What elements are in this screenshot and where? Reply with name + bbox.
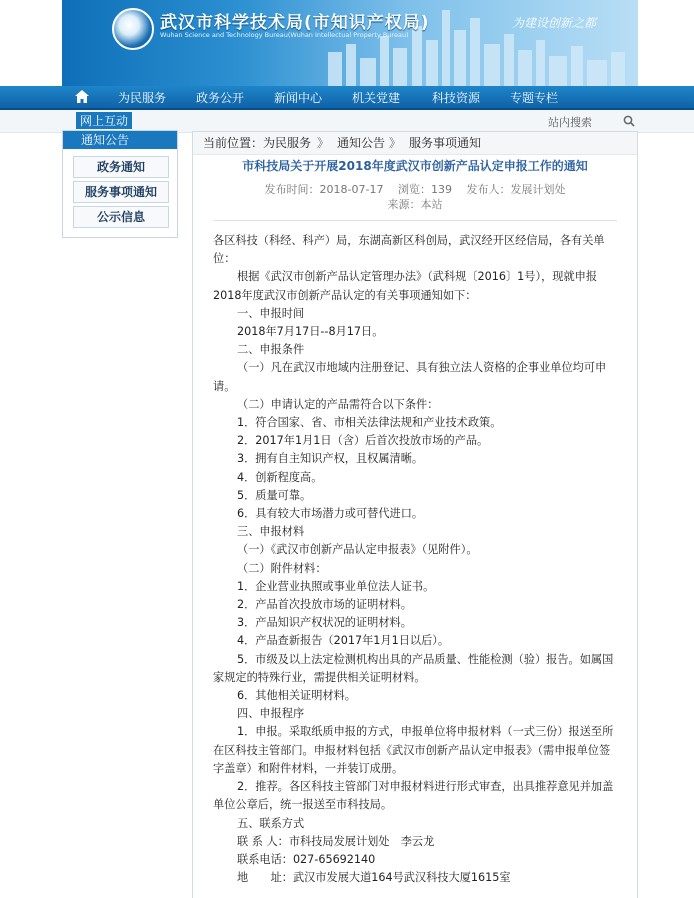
article-paragraph: 1．企业营业执照或事业单位法人证书。 — [237, 579, 435, 593]
sidebar-heading: 通知公告 — [63, 131, 177, 149]
breadcrumb-prefix: 当前位置： — [203, 136, 264, 150]
article-paragraph: 3．拥有自主知识产权，且权属清晰。 — [237, 452, 424, 466]
article-paragraph: 2．产品首次投放市场的证明材料。 — [237, 598, 412, 612]
article-paragraph: 6．具有较大市场潜力或可替代进口。 — [237, 507, 424, 521]
article-paragraph: 一、申报时间 — [237, 306, 305, 320]
article-paragraph: 4．创新程度高。 — [237, 470, 323, 484]
article-paragraph: 联 系 人：市科技局发展计划处 李云龙 — [237, 834, 435, 848]
article-paragraph: 1．符合国家、省、市相关法律法规和产业技术政策。 — [237, 416, 502, 430]
breadcrumb-item-service-notices[interactable]: 服务事项通知 — [409, 136, 482, 150]
main-nav — [0, 86, 694, 110]
breadcrumb-item-notices[interactable]: 通知公告 — [337, 136, 386, 150]
article-paragraph: 2．2017年1月1日（含）后首次投放市场的产品。 — [237, 434, 489, 448]
article-paragraph: 2018年7月17日--8月17日。 — [237, 325, 384, 339]
header-banner — [62, 0, 638, 86]
article-paragraph: 二、申报条件 — [237, 343, 305, 357]
article-paragraph: 三、申报材料 — [237, 525, 305, 539]
article-panel — [192, 131, 638, 898]
nav-item-news-center[interactable]: 新闻中心 — [274, 91, 323, 105]
search-icon[interactable] — [623, 115, 635, 127]
sidebar — [62, 130, 178, 238]
article-paragraph: 四、申报程序 — [237, 707, 305, 721]
article-paragraph: 6．其他相关证明材料。 — [237, 689, 356, 703]
nav-item-public-service[interactable]: 为民服务 — [118, 91, 167, 105]
article-paragraph: 1．申报。采取纸质申报的方式，申报单位将申报材料（一式三份）报送至所在区科技主管部门。申报材料包括《武汉市创新产品认定申报表》（需申报单位签字盖章）和附件材料，一并装订成册。 — [213, 725, 614, 775]
sidebar-item-service-notices[interactable]: 服务事项通知 — [73, 181, 169, 203]
online-interaction-link[interactable]: 网上互动 — [76, 112, 132, 129]
sidebar-item-government-notices[interactable]: 政务通知 — [73, 156, 169, 178]
org-name-en: Wuhan Science and Technology Bureau(Wuhan Intellectual Property Bureau) — [160, 31, 409, 39]
nav-item-special-topics[interactable]: 专题专栏 — [510, 91, 559, 105]
nav-item-government-affairs[interactable]: 政务公开 — [196, 91, 245, 105]
article-paragraph: 5．质量可靠。 — [237, 488, 312, 502]
article-paragraph: 根据《武汉市创新产品认定管理办法》（武科规〔2016〕1号），现就申报2018年度武汉市创新产品认定的有关事项通知如下： — [213, 270, 598, 302]
article-paragraph: 2．推荐。各区科技主管部门对申报材料进行形式审查，出具推荐意见并加盖单位公章后，统一报送至市科技局。 — [213, 780, 614, 812]
sidebar-item-public-info[interactable]: 公示信息 — [73, 206, 169, 228]
site-search-label[interactable]: 站内搜索 — [548, 116, 592, 129]
article-paragraph: （二）申请认定的产品需符合以下条件： — [237, 397, 439, 411]
nav-item-tech-resources[interactable]: 科技资源 — [432, 91, 481, 105]
article-paragraph: 3．产品知识产权状况的证明材料。 — [237, 616, 412, 630]
divider — [213, 220, 617, 221]
article-paragraph: 地 址：武汉市发展大道164号武汉科技大厦1615室 — [237, 871, 511, 885]
article-title: 市科技局关于开展2018年度武汉市创新产品认定申报工作的通知 — [242, 159, 588, 173]
bureau-logo-icon — [112, 8, 154, 50]
article-meta: 发布时间：2018-07-17 浏览：139 发布人：发展计划处 — [264, 183, 566, 196]
article-paragraph: 各区科技（科经、科产）局，东湖高新区科创局，武汉经开区经信局，各有关单位： — [213, 234, 605, 266]
banner-slogan: 为建设创新之都 — [512, 16, 597, 30]
breadcrumb-item-public-service[interactable]: 为民服务 — [263, 136, 312, 150]
nav-item-party-building[interactable]: 机关党建 — [352, 91, 401, 105]
breadcrumb — [193, 132, 637, 155]
article-paragraph: 5．市级及以上法定检测机构出具的产品质量、性能检测（验）报告。如属国家规定的特殊行业，需提供相关证明材料。 — [213, 652, 614, 684]
article-paragraph: （一）凡在武汉市地域内注册登记、具有独立法人资格的企事业单位均可申请。 — [213, 361, 607, 393]
article-paragraph: 五、联系方式 — [237, 816, 305, 830]
article-paragraph: 联系电话：027-65692140 — [237, 852, 376, 866]
org-name-cn: 武汉市科学技术局(市知识产权局) — [160, 13, 430, 33]
article-body — [213, 232, 617, 887]
article-paragraph: （二）附件材料： — [237, 561, 327, 575]
article-paragraph: 4．产品查新报告（2017年1月1日以后）。 — [237, 634, 450, 648]
breadcrumb-separator: 》 — [389, 136, 402, 150]
article-paragraph: （一）《武汉市创新产品认定申报表》（见附件）。 — [237, 543, 478, 557]
breadcrumb-separator: 》 — [317, 136, 330, 150]
home-icon[interactable] — [75, 90, 89, 103]
article-source: 来源：本站 — [387, 198, 443, 211]
